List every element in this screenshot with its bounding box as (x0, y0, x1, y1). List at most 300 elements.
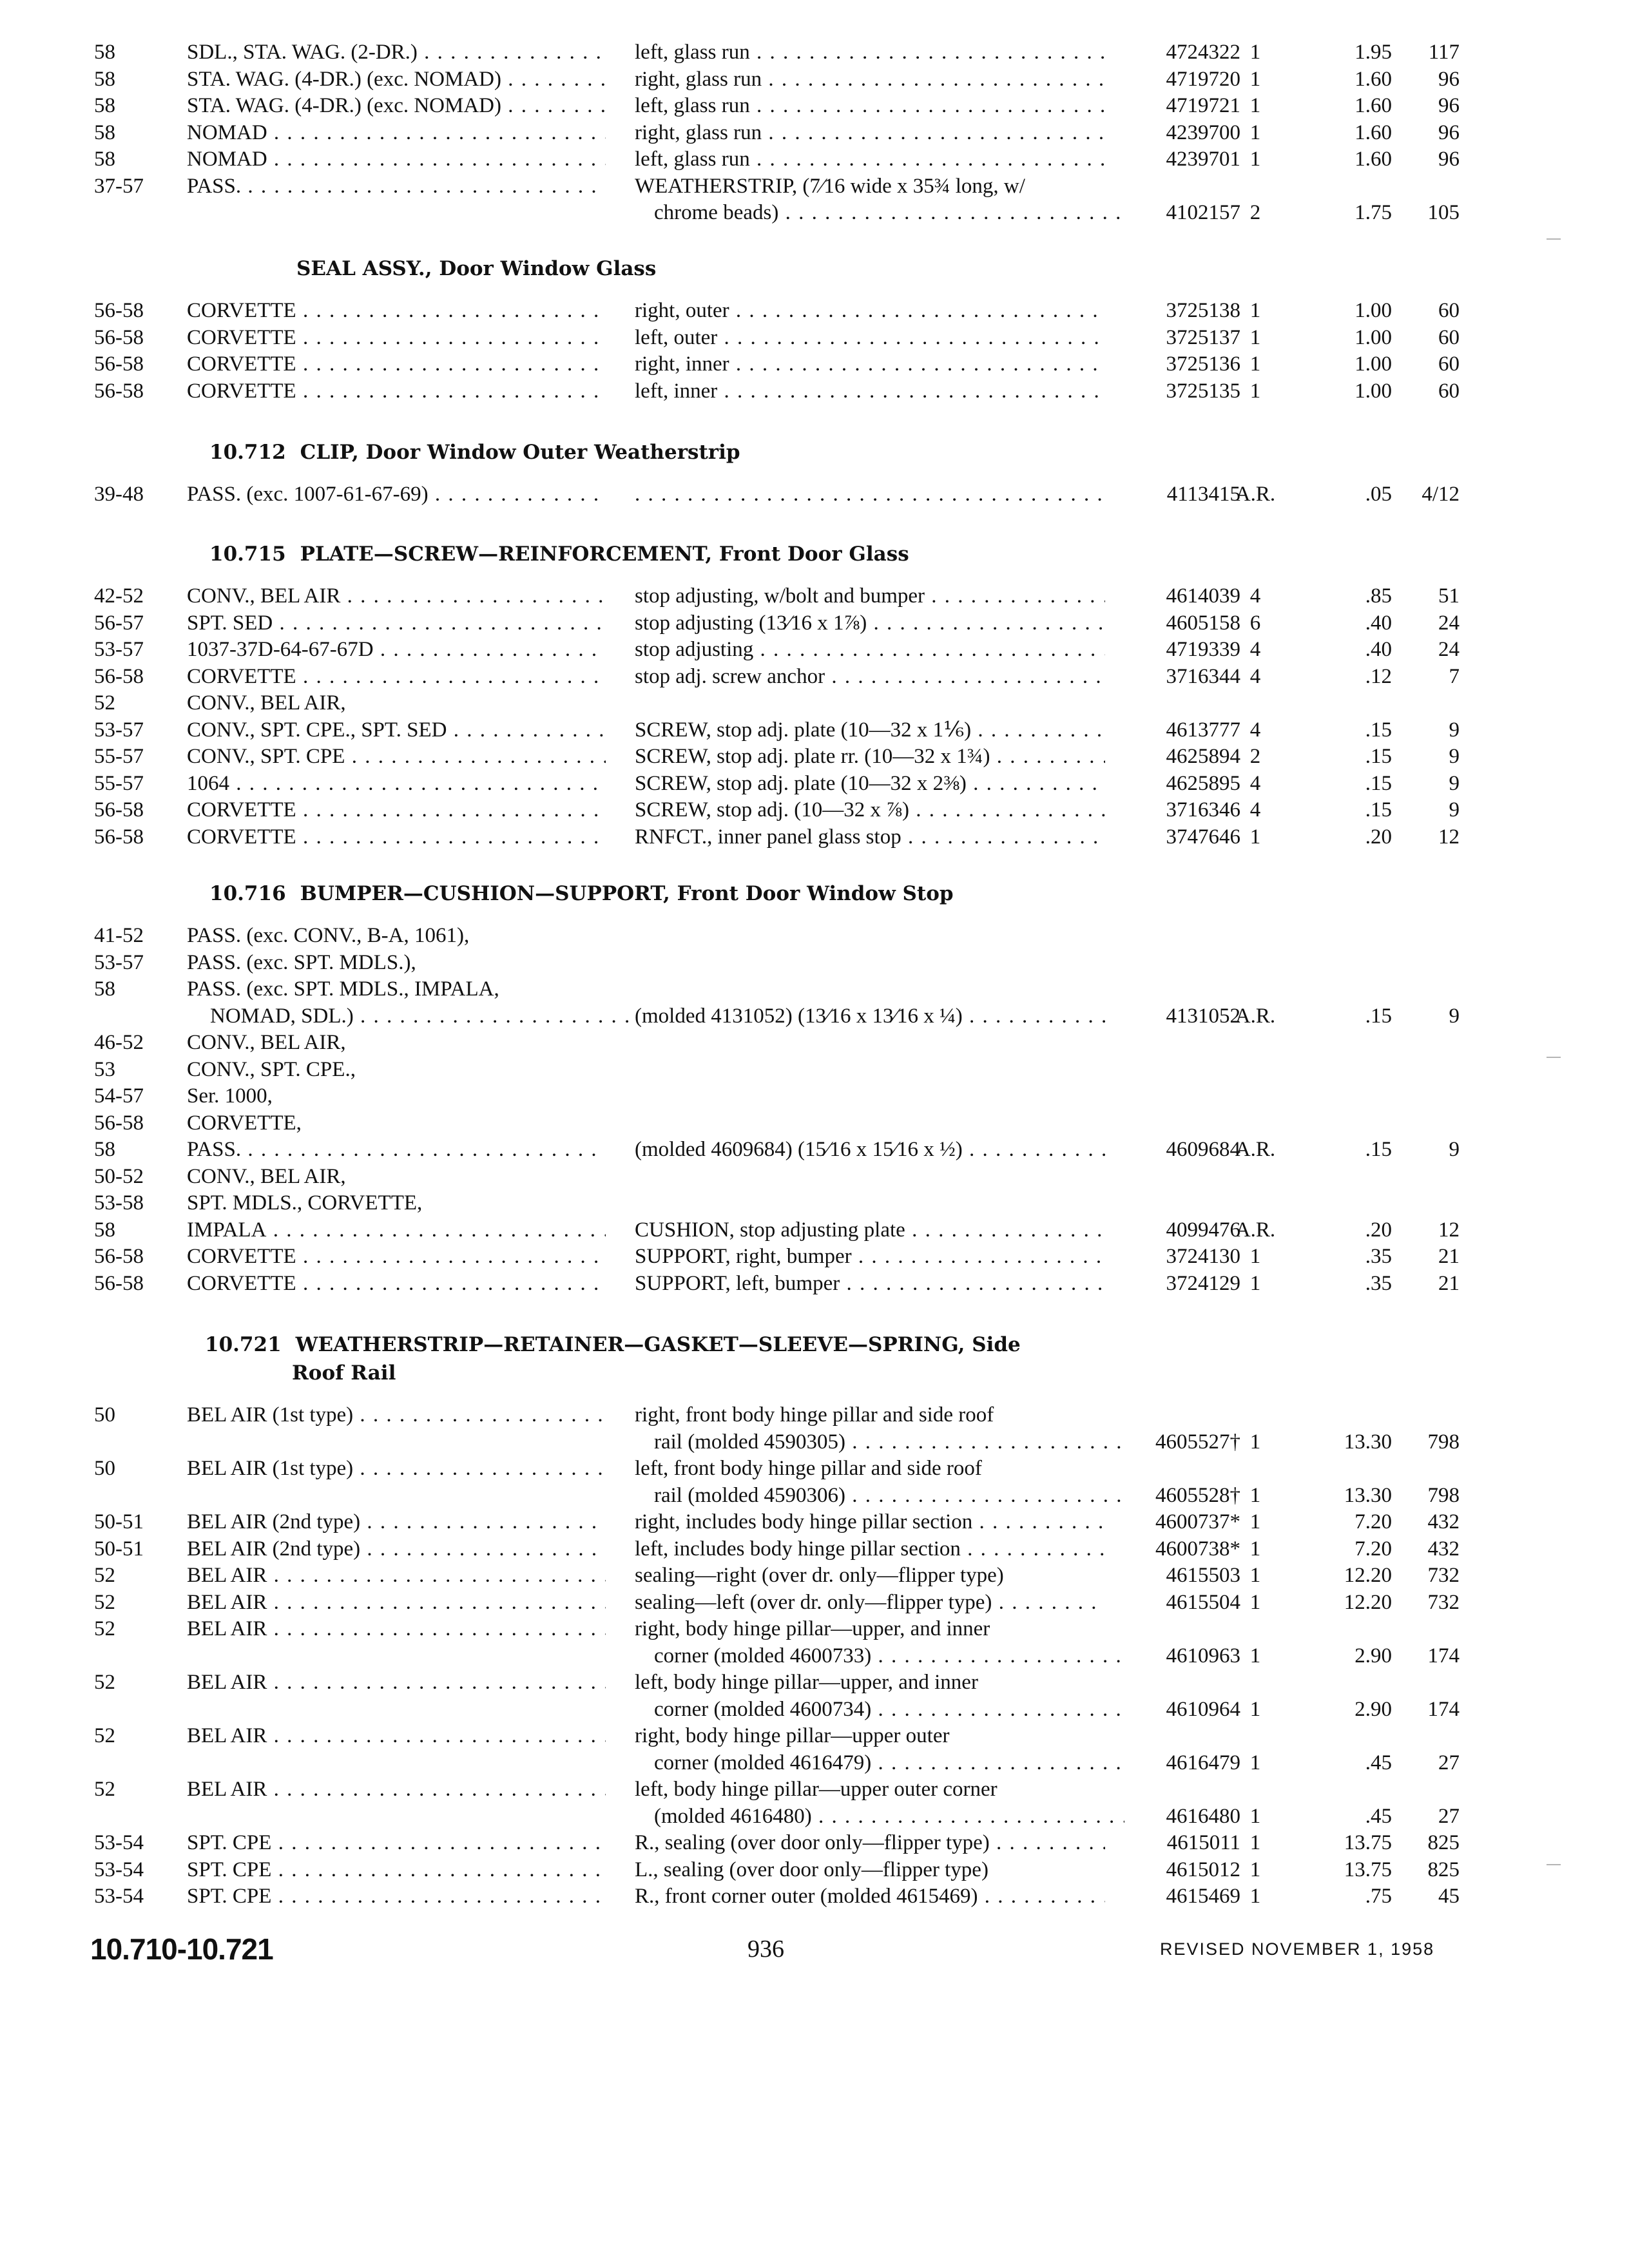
model-year: 56-58 (94, 1245, 144, 1268)
section-title-continued: Roof Rail (292, 1361, 396, 1385)
model-year: 58 (94, 1218, 115, 1242)
parts-row (0, 1856, 1629, 1883)
parts-row (0, 1722, 1629, 1749)
cost-value: 27 (1438, 1751, 1460, 1774)
quantity: 4 (1249, 798, 1261, 822)
model-name: SPT. MDLS., CORVETTE, (187, 1191, 423, 1215)
parts-row (0, 1642, 1629, 1669)
model-name: CORVETTE . . . (187, 823, 606, 850)
section-heading (205, 1331, 1021, 1359)
part-description: (molded 4616480) . . . (635, 1803, 1124, 1830)
part-description: CUSHION, stop adjusting plate . . . (635, 1216, 1105, 1244)
part-description (635, 481, 1105, 508)
model-name: 1037-37D-64-67-67D . . . (187, 636, 606, 663)
part-number: 4719721 (1166, 94, 1240, 117)
model-year: 52 (94, 691, 115, 715)
part-number: 4616479 (1166, 1751, 1240, 1774)
list-price: .45 (1365, 1805, 1392, 1828)
model-name: BEL AIR (2nd type) . . . (187, 1508, 606, 1535)
parts-row (0, 1056, 1629, 1083)
parts-row (0, 119, 1629, 146)
part-number: 4099476 (1166, 1218, 1240, 1242)
section-title: CLIP, Door Window Outer Weatherstrip (300, 441, 740, 464)
parts-row (0, 1535, 1629, 1562)
cost-value: 174 (1427, 1644, 1460, 1667)
cost-value: 96 (1438, 68, 1460, 91)
part-description: SUPPORT, right, bumper . . . (635, 1243, 1105, 1270)
parts-row (0, 975, 1629, 1003)
quantity: 1 (1249, 299, 1261, 322)
parts-row (0, 1003, 1629, 1030)
cost-value: 825 (1427, 1831, 1460, 1854)
part-description: right, includes body hinge pillar section . . . (635, 1508, 1105, 1535)
list-price: .20 (1365, 1218, 1392, 1242)
cost-value: 21 (1438, 1245, 1460, 1268)
quantity: 1 (1249, 1272, 1261, 1295)
model-name: NOMAD . . . (187, 119, 606, 146)
model-year: 56-58 (94, 1272, 144, 1295)
section-number: 10.715 (209, 543, 286, 566)
cost-value: 174 (1427, 1698, 1460, 1721)
part-description: stop adjusting . . . (635, 636, 1105, 663)
part-description: right, inner . . . (635, 351, 1105, 378)
model-name: CORVETTE . . . (187, 351, 606, 378)
part-number: 4600738* (1155, 1537, 1240, 1561)
quantity: 1 (1249, 1644, 1261, 1667)
model-name: SPT. CPE . . . (187, 1829, 606, 1856)
part-number: 4724322 (1166, 41, 1240, 64)
part-number: 3725136 (1166, 352, 1240, 376)
quantity: A.R. (1235, 1004, 1276, 1028)
cost-value: 96 (1438, 121, 1460, 144)
quantity: 1 (1249, 1591, 1261, 1614)
list-price: .75 (1365, 1885, 1392, 1908)
parts-row (0, 796, 1629, 823)
part-number: 3725138 (1166, 299, 1240, 322)
quantity: A.R. (1235, 1218, 1276, 1242)
parts-row (0, 1696, 1629, 1723)
cost-value: 825 (1427, 1858, 1460, 1881)
parts-row (0, 1508, 1629, 1535)
quantity: 1 (1249, 1510, 1261, 1533)
model-name: CORVETTE . . . (187, 297, 606, 324)
model-year: 50 (94, 1457, 115, 1480)
list-price: 1.60 (1354, 121, 1392, 144)
part-description: left, front body hinge pillar and side roof (635, 1457, 982, 1480)
model-name: BEL AIR . . . (187, 1776, 606, 1803)
parts-row (0, 1749, 1629, 1776)
list-price: .35 (1365, 1272, 1392, 1295)
model-year: 52 (94, 1617, 115, 1640)
part-description: right, outer . . . (635, 297, 1105, 324)
model-year: 58 (94, 1138, 115, 1161)
model-name: BEL AIR . . . (187, 1669, 606, 1696)
model-year: 56-58 (94, 352, 144, 376)
list-price: 1.60 (1354, 148, 1392, 171)
model-year: 50-51 (94, 1537, 144, 1561)
list-price: 1.75 (1354, 201, 1392, 224)
cost-value: 105 (1427, 201, 1460, 224)
list-price: 1.00 (1354, 352, 1392, 376)
cost-value: 96 (1438, 148, 1460, 171)
list-price: 13.75 (1344, 1858, 1392, 1881)
part-number: 3725137 (1166, 326, 1240, 349)
cost-value: 432 (1427, 1510, 1460, 1533)
parts-row (0, 663, 1629, 690)
part-description: right, front body hinge pillar and side roof (635, 1403, 994, 1427)
parts-row (0, 716, 1629, 744)
parts-row (0, 1136, 1629, 1163)
quantity: A.R. (1235, 483, 1276, 506)
list-price: 12.20 (1344, 1564, 1392, 1587)
model-year: 58 (94, 41, 115, 64)
part-description: right, body hinge pillar—upper, and inner (635, 1617, 990, 1640)
part-description: right, body hinge pillar—upper outer (635, 1724, 950, 1747)
parts-row (0, 146, 1629, 173)
parts-row (0, 1216, 1629, 1244)
model-year: 53-54 (94, 1885, 144, 1908)
quantity: 1 (1249, 1245, 1261, 1268)
part-number: 4616480 (1166, 1805, 1240, 1828)
part-number: 3747646 (1166, 825, 1240, 849)
quantity: 1 (1249, 326, 1261, 349)
list-price: 7.20 (1354, 1537, 1392, 1561)
model-name: BEL AIR (1st type) . . . (187, 1401, 606, 1428)
part-description: R., front corner outer (molded 4615469) . . . (635, 1883, 1105, 1910)
part-number: 3716346 (1166, 798, 1240, 822)
cost-value: 60 (1438, 380, 1460, 403)
model-name: CORVETTE . . . (187, 663, 606, 690)
model-year: 42-52 (94, 584, 144, 608)
model-name: PASS. (exc. SPT. MDLS.), (187, 951, 416, 974)
quantity: 1 (1249, 825, 1261, 849)
cost-value: 24 (1438, 611, 1460, 635)
list-price: .40 (1365, 611, 1392, 635)
model-name: BEL AIR (2nd type) . . . (187, 1535, 606, 1562)
part-number: 4614039 (1166, 584, 1240, 608)
part-number: 3725135 (1166, 380, 1240, 403)
model-year: 52 (94, 1671, 115, 1694)
part-description: WEATHERSTRIP, (7⁄16 wide x 35¾ long, w/ (635, 175, 1025, 198)
model-name: Ser. 1000, (187, 1084, 273, 1108)
quantity: 1 (1249, 1537, 1261, 1561)
parts-row (0, 92, 1629, 119)
part-description: right, glass run . . . (635, 119, 1105, 146)
cost-value: 51 (1438, 584, 1460, 608)
model-year: 50-51 (94, 1510, 144, 1533)
part-number: 4113415 (1166, 483, 1240, 506)
cost-value: 9 (1449, 798, 1460, 822)
model-year: 55-57 (94, 745, 144, 768)
model-name: SPT. CPE . . . (187, 1856, 606, 1883)
model-year: 56-57 (94, 611, 144, 635)
part-description: SUPPORT, left, bumper . . . (635, 1270, 1105, 1297)
margin-mark (1547, 1057, 1561, 1058)
list-price: .15 (1365, 772, 1392, 795)
quantity: A.R. (1235, 1138, 1276, 1161)
part-description: SCREW, stop adj. plate (10—32 x 2⅜) . . . (635, 770, 1105, 797)
parts-row (0, 1669, 1629, 1696)
list-price: .15 (1365, 745, 1392, 768)
list-price: .35 (1365, 1245, 1392, 1268)
section-heading (209, 438, 740, 466)
model-name: STA. WAG. (4-DR.) (exc. NOMAD) . . . (187, 66, 606, 93)
model-name: CONV., BEL AIR, (187, 1031, 346, 1054)
model-name: 1064 . . . (187, 770, 606, 797)
parts-row (0, 1029, 1629, 1056)
model-name: PASS. (exc. SPT. MDLS., IMPALA, (187, 977, 499, 1001)
quantity: 1 (1249, 121, 1261, 144)
part-number: 4615011 (1166, 1831, 1240, 1854)
cost-value: 60 (1438, 326, 1460, 349)
section-heading (209, 879, 954, 908)
part-description: left, inner . . . (635, 378, 1105, 405)
quantity: 1 (1249, 148, 1261, 171)
parts-row (0, 1883, 1629, 1910)
model-name: CONV., BEL AIR, (187, 691, 346, 715)
margin-mark (1547, 238, 1561, 240)
part-description: sealing—left (over dr. only—flipper type) . . . (635, 1589, 1105, 1616)
cost-value: 60 (1438, 299, 1460, 322)
part-number: 4625895 (1166, 772, 1240, 795)
list-price: .15 (1365, 798, 1392, 822)
cost-value: 12 (1438, 825, 1460, 849)
parts-row (0, 351, 1629, 378)
parts-row (0, 1163, 1629, 1190)
model-name: CORVETTE, (187, 1111, 302, 1135)
quantity: 1 (1249, 68, 1261, 91)
quantity: 1 (1249, 1564, 1261, 1587)
cost-value: 27 (1438, 1805, 1460, 1828)
model-year: 53 (94, 1058, 115, 1081)
part-number: 4600737* (1155, 1510, 1240, 1533)
parts-row (0, 1615, 1629, 1642)
model-year: 53-57 (94, 718, 144, 742)
list-price: 1.60 (1354, 68, 1392, 91)
part-number: 4605158 (1166, 611, 1240, 635)
part-description: RNFCT., inner panel glass stop . . . (635, 823, 1105, 850)
list-price: .20 (1365, 825, 1392, 849)
model-year: 52 (94, 1591, 115, 1614)
part-number: 3716344 (1166, 665, 1240, 688)
list-price: 1.00 (1354, 299, 1392, 322)
parts-row (0, 636, 1629, 663)
model-name: SPT. SED . . . (187, 610, 606, 637)
part-description: left, outer . . . (635, 324, 1105, 351)
cost-value: 798 (1427, 1484, 1460, 1507)
list-price: 1.00 (1354, 326, 1392, 349)
quantity: 4 (1249, 718, 1261, 742)
parts-row (0, 39, 1629, 66)
model-year: 56-58 (94, 798, 144, 822)
parts-row (0, 1110, 1629, 1137)
part-number: 4615469 (1166, 1885, 1240, 1908)
part-number: 4615503 (1166, 1564, 1240, 1587)
part-number: 4615504 (1166, 1591, 1240, 1614)
part-description: L., sealing (over door only—flipper type) (635, 1858, 988, 1881)
model-year: 58 (94, 68, 115, 91)
cost-value: 732 (1427, 1591, 1460, 1614)
list-price: 13.75 (1344, 1831, 1392, 1854)
quantity: 1 (1249, 1751, 1261, 1774)
parts-row (0, 1776, 1629, 1803)
model-year: 50 (94, 1403, 115, 1427)
model-name: SDL., STA. WAG. (2-DR.) . . . (187, 39, 606, 66)
model-year: 56-58 (94, 326, 144, 349)
parts-row (0, 1829, 1629, 1856)
page-number: 936 (747, 1936, 784, 1963)
model-name: BEL AIR . . . (187, 1589, 606, 1616)
part-description: left, glass run . . . (635, 92, 1105, 119)
model-name: CORVETTE . . . (187, 796, 606, 823)
part-number: 4615012 (1166, 1858, 1240, 1881)
model-year: 50-52 (94, 1165, 144, 1188)
parts-row (0, 743, 1629, 770)
part-description: (molded 4609684) (15⁄16 x 15⁄16 x ½) . . . (635, 1136, 1105, 1163)
part-number: 4613777 (1166, 718, 1240, 742)
parts-row (0, 378, 1629, 405)
section-heading (209, 540, 909, 568)
part-number: 4719339 (1166, 638, 1240, 661)
quantity: 1 (1249, 1484, 1261, 1507)
part-description: right, glass run . . . (635, 66, 1105, 93)
part-description: left, body hinge pillar—upper, and inner (635, 1671, 978, 1694)
quantity: 4 (1249, 665, 1261, 688)
cost-value: 432 (1427, 1537, 1460, 1561)
list-price: 1.95 (1354, 41, 1392, 64)
model-year: 37-57 (94, 175, 144, 198)
cost-value: 9 (1449, 745, 1460, 768)
model-name: PASS. (exc. 1007-61-67-69) . . . (187, 481, 606, 508)
cost-value: 21 (1438, 1272, 1460, 1295)
model-year: 56-58 (94, 299, 144, 322)
model-year: 53-54 (94, 1831, 144, 1854)
part-number: 3724129 (1166, 1272, 1240, 1295)
part-number: 4719720 (1166, 68, 1240, 91)
part-number: 3724130 (1166, 1245, 1240, 1268)
cost-value: 732 (1427, 1564, 1460, 1587)
list-price: 1.00 (1354, 380, 1392, 403)
model-name: CONV., BEL AIR . . . (187, 582, 606, 610)
part-description: R., sealing (over door only—flipper type) . . . (635, 1829, 1105, 1856)
model-year: 52 (94, 1778, 115, 1801)
cost-value: 24 (1438, 638, 1460, 661)
section-range: 10.710-10.721 (90, 1932, 273, 1966)
cost-value: 96 (1438, 94, 1460, 117)
list-price: 12.20 (1344, 1591, 1392, 1614)
part-description: chrome beads) . . . (635, 199, 1124, 226)
cost-value: 12 (1438, 1218, 1460, 1242)
cost-value: 60 (1438, 352, 1460, 376)
part-description: (molded 4131052) (13⁄16 x 13⁄16 x ¼) . . . (635, 1003, 1105, 1030)
part-number: 4102157 (1166, 201, 1240, 224)
part-description: rail (molded 4590305) . . . (635, 1428, 1124, 1456)
model-name: CONV., SPT. CPE., (187, 1058, 356, 1081)
section-number: 10.721 (205, 1333, 282, 1356)
model-year: 55-57 (94, 772, 144, 795)
section-title: PLATE—SCREW—REINFORCEMENT, Front Door Glass (300, 543, 909, 566)
model-name: IMPALA . . . (187, 1216, 606, 1244)
parts-row (0, 610, 1629, 637)
part-description: stop adjusting, w/bolt and bumper . . . (635, 582, 1105, 610)
quantity: 4 (1249, 638, 1261, 661)
parts-row (0, 1562, 1629, 1589)
quantity: 1 (1249, 1858, 1261, 1881)
list-price: .15 (1365, 1004, 1392, 1028)
model-name: BEL AIR . . . (187, 1615, 606, 1642)
model-year: 41-52 (94, 924, 144, 947)
model-name: BEL AIR . . . (187, 1722, 606, 1749)
cost-value: 798 (1427, 1430, 1460, 1454)
parts-row (0, 1401, 1629, 1428)
model-name: CONV., BEL AIR, (187, 1165, 346, 1188)
parts-row (0, 66, 1629, 93)
margin-mark (1547, 1864, 1561, 1865)
model-name: PASS. . . . (187, 173, 606, 200)
part-number: 4610964 (1166, 1698, 1240, 1721)
model-year: 53-54 (94, 1858, 144, 1881)
part-description: SCREW, stop adj. plate rr. (10—32 x 1¾) . . . (635, 743, 1105, 770)
part-description: corner (molded 4616479) . . . (635, 1749, 1124, 1776)
section-number: 10.712 (209, 441, 286, 464)
list-price: 13.30 (1344, 1430, 1392, 1454)
list-price: .40 (1365, 638, 1392, 661)
quantity: 4 (1249, 584, 1261, 608)
part-description: left, includes body hinge pillar section . . . (635, 1535, 1105, 1562)
parts-row (0, 1428, 1629, 1456)
model-name: CORVETTE . . . (187, 1270, 606, 1297)
cost-value: 9 (1449, 1138, 1460, 1161)
model-year: 58 (94, 94, 115, 117)
parts-row (0, 770, 1629, 797)
quantity: 1 (1249, 1805, 1261, 1828)
part-description: left, body hinge pillar—upper outer corner (635, 1778, 998, 1801)
list-price: 2.90 (1354, 1698, 1392, 1721)
list-price: 7.20 (1354, 1510, 1392, 1533)
part-number: 4239700 (1166, 121, 1240, 144)
model-name: PASS. (exc. CONV., B-A, 1061), (187, 924, 470, 947)
part-description: stop adjusting (13⁄16 x 1⅞) . . . (635, 610, 1105, 637)
quantity: 1 (1249, 352, 1261, 376)
model-year: 52 (94, 1564, 115, 1587)
parts-row (0, 1082, 1629, 1110)
quantity: 2 (1249, 201, 1261, 224)
parts-row (0, 1589, 1629, 1616)
parts-row (0, 1482, 1629, 1509)
part-description: rail (molded 4590306) . . . (635, 1482, 1124, 1509)
list-price: .12 (1365, 665, 1392, 688)
model-name: CORVETTE . . . (187, 1243, 606, 1270)
part-description: left, glass run . . . (635, 39, 1105, 66)
model-name: CONV., SPT. CPE . . . (187, 743, 606, 770)
model-name: BEL AIR (1st type) . . . (187, 1455, 606, 1482)
list-price: 1.60 (1354, 94, 1392, 117)
quantity: 1 (1249, 1831, 1261, 1854)
cost-value: 4/12 (1422, 483, 1460, 506)
part-number: 4625894 (1166, 745, 1240, 768)
part-number: 4239701 (1166, 148, 1240, 171)
quantity: 4 (1249, 772, 1261, 795)
cost-value: 9 (1449, 718, 1460, 742)
part-number: 4605528† (1155, 1484, 1240, 1507)
section-number: 10.716 (209, 882, 286, 905)
list-price: .05 (1365, 483, 1392, 506)
model-year: 39-48 (94, 483, 144, 506)
parts-row (0, 1803, 1629, 1830)
part-number: 4605527† (1155, 1430, 1240, 1454)
part-description: SCREW, stop adj. (10—32 x ⅞) . . . (635, 796, 1105, 823)
parts-row (0, 949, 1629, 976)
